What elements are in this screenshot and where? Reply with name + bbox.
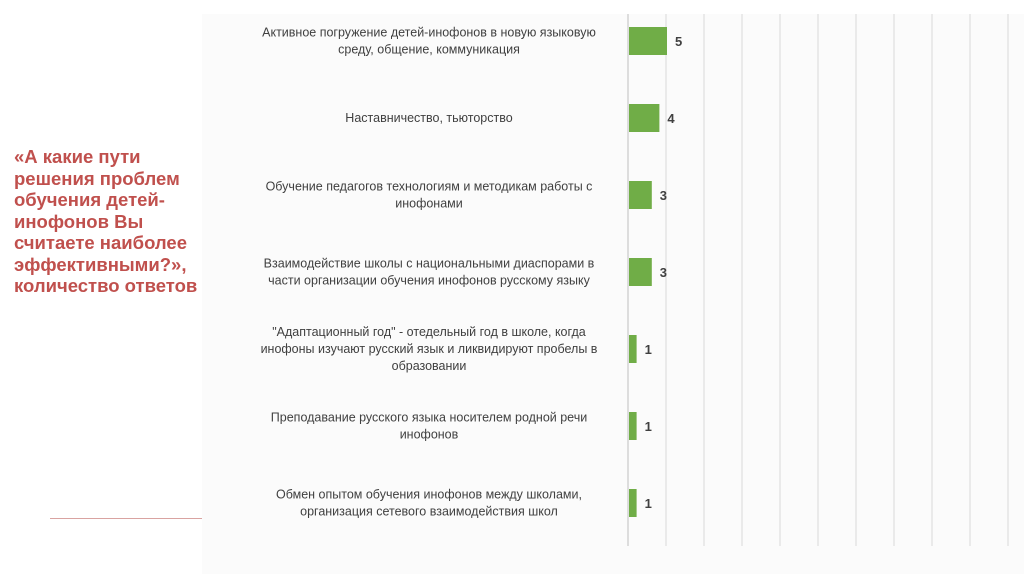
bar-7 [629,489,637,517]
bar-1 [629,27,667,55]
category-label-line: Активное погружение детей-инофонов в новую языковую [262,25,596,40]
bar-6 [629,412,637,440]
category-label-line: инофонами [395,196,463,211]
bar-3 [629,181,652,209]
category-label-3 [266,180,593,211]
chart-gridlines [628,14,1008,546]
category-label-1 [262,26,596,57]
category-label-line: среду, общение, коммуникация [338,42,520,57]
category-label-line: Взаимодействие школы с национальными диаспорами в [263,256,595,271]
category-label-7 [276,488,582,519]
category-label-line: "Адаптационный год" - отедельный год в школе, когда [272,325,586,339]
category-label-line: части организации обучения инофонов русскому языку [268,273,590,288]
value-label-4: 3 [659,265,668,280]
bar-4 [629,258,652,286]
category-label-line: инофонов [399,427,459,442]
bar-2 [629,104,659,132]
category-label-line: Обмен опытом обучения инофонов между школами, [276,487,582,502]
value-label-3: 3 [659,188,668,203]
slide-title: «А какие пути решения проблем обучения детей-инофонов Вы считаете наиболее эффективными?», количество ответов [14,146,198,296]
value-label-2: 4 [667,111,675,126]
category-label-4 [264,257,595,288]
category-label-line: Обучение педагогов технологиям и методикам работы с [265,179,593,194]
title-underline [50,518,202,519]
category-label-6 [271,411,587,442]
category-labels [261,26,598,519]
value-label-6: 1 [644,419,652,434]
category-label-line: Преподавание русского языка носителем родной речи [270,410,588,425]
bar-5 [629,335,637,363]
category-label-line: организация сетевого взаимодействия школ [300,504,558,519]
category-label-line: Наставничество, тьюторство [345,111,513,125]
category-label-line: инофоны изучают русский язык и ликвидируют пробелы в [260,342,598,356]
value-label-1: 5 [675,34,683,49]
value-label-5: 1 [644,342,652,357]
category-label-5 [261,325,598,373]
category-label-line: образовании [391,359,467,373]
value-label-7: 1 [644,496,652,511]
bar-chart [202,0,1024,574]
category-label-2 [345,111,512,125]
